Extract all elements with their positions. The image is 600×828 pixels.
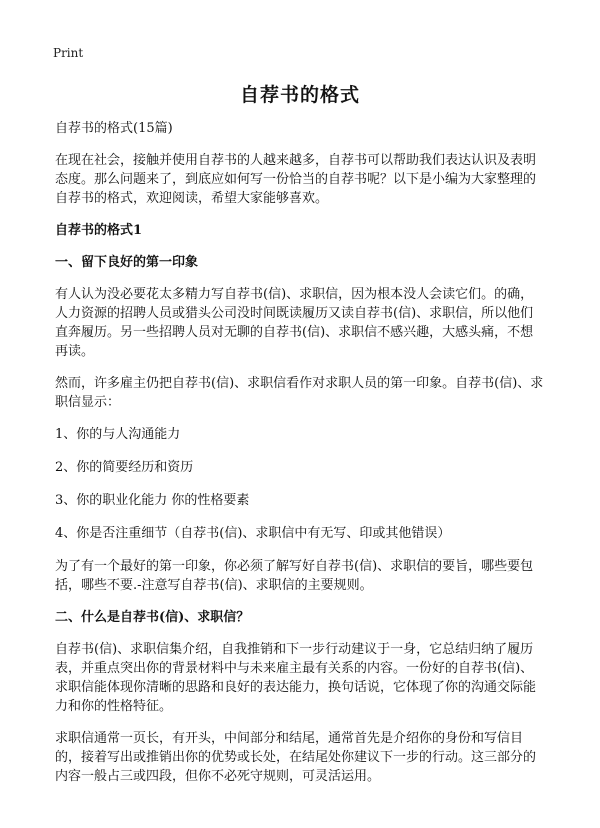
list-item: 4、你是否注重细节（自荐书(信)、求职信中有无写、印或其他错误）: [55, 526, 451, 541]
paragraph: 然而，许多雇主仍把自荐书(信)、求职信看作对求职人员的第一印象。自荐书(信)、求职信显示：: [55, 376, 544, 410]
list-item: 2、你的简要经历和资历: [55, 460, 194, 475]
heading-first-impression: 一、留下良好的第一印象: [55, 255, 199, 270]
page-title: 自荐书的格式: [239, 84, 360, 106]
section-title: 自荐书的格式1: [55, 223, 143, 238]
heading-what-is-cover-letter: 二、什么是自荐书(信)、求职信？: [55, 610, 250, 625]
paragraph: 为了有一个最好的第一印象，你必须了解写好自荐书(信)、求职信的要旨，哪些要包括，哪些不要.-注意写自荐书(信)、求职信的主要规则。: [55, 559, 534, 593]
list-item: 1、你的与人沟通能力: [55, 427, 181, 442]
document-subtitle: 自荐书的格式(15篇): [55, 121, 173, 136]
paragraph: 求职信通常一页长，有开头，中间部分和结尾，通常首先是介绍你的身份和写信目的，接着写出或推销出你的优势或长处，在结尾处你建议下一步的行动。这三部分的内容一般占三或四段，但你不必死守规则，可灵活运用。: [55, 731, 537, 784]
list-item: 3、你的职业化能力 你的性格要素: [55, 493, 250, 508]
document-body: [55, 119, 545, 799]
paragraph: 自荐书(信)、求职信集介绍，自我推销和下一步行动建议于一身，它总结归纳了履历表，并重点突出你的背景材料中与未来雇主最有关系的内容。一份好的自荐书(信)、求职信能体现你清晰的思路和良好的表达能力，换句话说，它体现了你的沟通交际能力和你的性格特征。: [55, 642, 537, 714]
paragraph: 有人认为没必要花太多精力写自荐书(信)、求职信，因为根本没人会读它们。的确，人力资源的招聘人员或猎头公司没时间既读履历又读自荐书(信)、求职信，所以他们直奔履历。另一些招聘人员对无聊的自荐书(信)、求职信不感兴趣，大感头痛，不想再读。: [55, 287, 534, 359]
intro-paragraph: 在现在社会，接触并使用自荐书的人越来越多，自荐书可以帮助我们表达认识及表明态度。那么问题来了，到底应如何写一份恰当的自荐书呢？以下是小编为大家整理的自荐书的格式，欢迎阅读，希望大家能够喜欢。: [55, 153, 537, 206]
print-link[interactable]: Print: [53, 46, 84, 60]
